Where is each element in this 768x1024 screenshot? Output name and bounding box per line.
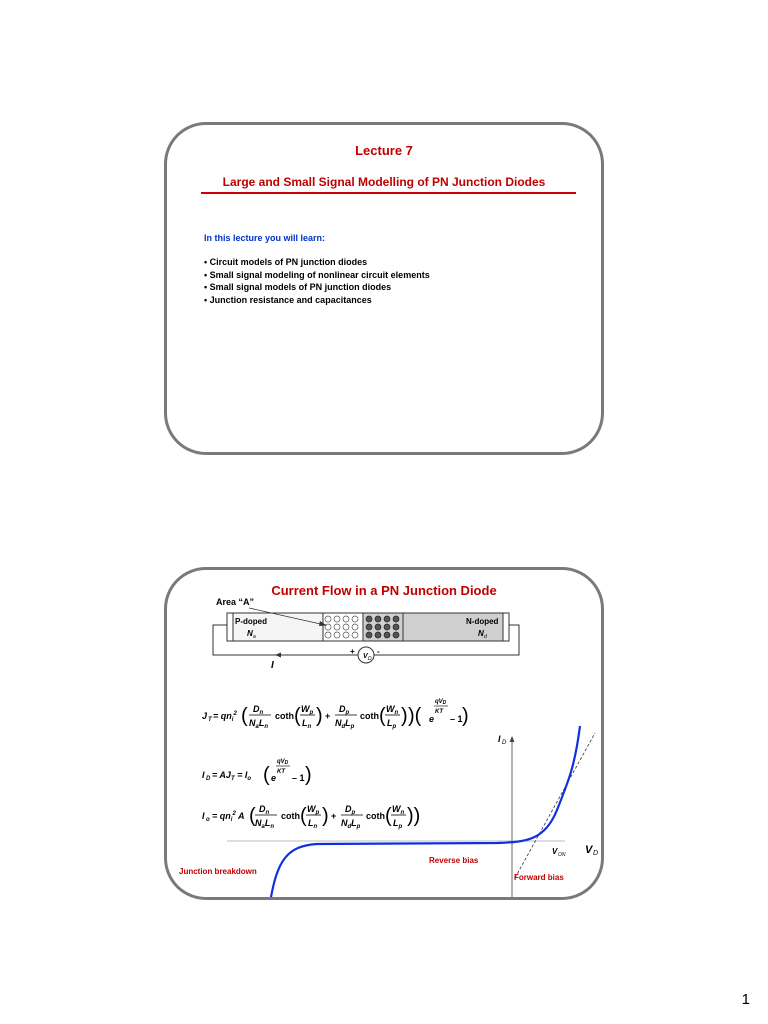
objective-item: • Circuit models of PN junction diodes [204, 257, 368, 267]
svg-text:(: ( [379, 705, 386, 727]
svg-text:)(: )( [408, 705, 422, 727]
svg-text:+: + [325, 711, 331, 721]
svg-text:coth: coth [281, 811, 300, 821]
minus-sign: - [377, 647, 380, 656]
svg-text:): ) [305, 764, 312, 786]
svg-text:Dp: $D_p$ [339, 704, 350, 716]
x-axis-label-sub: D [593, 850, 599, 857]
io-equation [202, 804, 420, 830]
id-symbol: I [202, 770, 205, 780]
forward-bias-label: Forward bias [514, 873, 564, 882]
svg-text:): ) [322, 805, 329, 827]
svg-text:(: ( [294, 705, 301, 727]
svg-text:(: ( [263, 764, 270, 786]
svg-text:– 1: – 1 [450, 714, 463, 724]
slide-current-flow [164, 567, 604, 900]
page-number: 1 [741, 991, 750, 1008]
n-doped-label: N-doped [466, 617, 499, 626]
right-contact [503, 613, 509, 641]
svg-text:Ln: $L_n$ [302, 718, 312, 730]
von-label-sub: ON [558, 852, 566, 858]
svg-text:Wp: $W_p$ [307, 804, 320, 816]
io-symbol: I [202, 811, 205, 821]
nd-label: N [478, 629, 484, 638]
vd-label: V [363, 653, 368, 660]
svg-text:(: ( [300, 805, 307, 827]
svg-text:coth: coth [366, 811, 385, 821]
pn-junction-device [213, 597, 519, 671]
reverse-bias-label: Reverse bias [429, 856, 479, 865]
vd-label-sub: D [368, 656, 372, 662]
svg-text:): ) [462, 705, 469, 727]
objective-item: • Small signal modeling of nonlinear circuit elements [204, 269, 430, 280]
svg-text:qVD: qVD [277, 759, 289, 766]
intro-text: In this lecture you will learn: [204, 233, 326, 243]
current-label: I [271, 660, 274, 671]
learning-objectives [204, 256, 430, 306]
slide-lecture-title [164, 122, 604, 455]
y-axis-label-sub: D [502, 740, 507, 746]
svg-text:NdLp: $N_dL_p$ [341, 818, 361, 830]
left-contact [227, 613, 233, 641]
na-label: N [247, 629, 253, 638]
id-symbol-sub: D [206, 776, 211, 782]
svg-text:Dn: $D_n$ [259, 804, 270, 816]
io-symbol-sub: o [206, 817, 210, 823]
svg-text:): ) [316, 705, 323, 727]
svg-text:= qni2 A: = $qn_i^2$ A [212, 811, 245, 823]
svg-text:Wn: $W_n$ [386, 704, 399, 716]
current-arrowhead [275, 653, 281, 658]
svg-text:KT: KT [435, 709, 443, 715]
svg-text:(: ( [241, 705, 248, 727]
tangent-line [515, 733, 595, 878]
title-divider [201, 192, 576, 194]
junction-breakdown-label: Junction breakdown [179, 867, 257, 876]
svg-text:Dn: $D_n$ [253, 704, 264, 716]
svg-text:(: ( [249, 805, 256, 827]
svg-text:(: ( [385, 805, 392, 827]
svg-text:): ) [401, 705, 408, 727]
svg-text:e: e [271, 773, 277, 783]
svg-text:)): )) [407, 805, 421, 827]
y-axis-arrowhead [510, 736, 515, 742]
svg-text:Ln: $L_n$ [308, 818, 318, 830]
jt-equation [202, 699, 469, 730]
nd-label-sub: d [484, 634, 487, 640]
svg-text:coth: coth [360, 711, 379, 721]
svg-text:NdLp: $N_dL_p$ [335, 718, 355, 730]
svg-text:Lp: $L_p$ [393, 818, 403, 830]
slide-figure [167, 570, 601, 897]
svg-text:e: e [429, 714, 435, 724]
equations [202, 699, 469, 830]
svg-text:Wn: $W_n$ [392, 804, 405, 816]
von-label: V [552, 847, 558, 856]
svg-text:= qni2: = $qn_i^2$ [213, 711, 237, 723]
objective-item: • Junction resistance and capacitances [204, 294, 372, 305]
svg-text:Lp: $L_p$ [387, 718, 397, 730]
lecture-number: Lecture 7 [355, 143, 413, 158]
jt-symbol: J [202, 711, 208, 721]
objective-item: • Small signal models of PN junction diodes [204, 282, 392, 292]
area-label: Area “A” [216, 597, 255, 607]
svg-text:NaLn: $N_aL_n$ [249, 718, 269, 730]
p-doped-label: P-doped [235, 617, 267, 626]
x-axis-label: V [585, 844, 593, 856]
na-label-sub: a [253, 634, 256, 640]
svg-text:= AJT = Io: = $AJ_T = I_o$ [212, 770, 252, 782]
y-axis-label: I [498, 734, 501, 744]
svg-text:+: + [331, 811, 337, 821]
svg-text:– 1: – 1 [292, 773, 305, 783]
svg-text:KT: KT [277, 769, 285, 775]
slide-title: Current Flow in a PN Junction Diode [271, 583, 497, 598]
svg-text:coth: coth [275, 711, 294, 721]
svg-text:NaLn: $N_aL_n$ [255, 818, 275, 830]
plus-sign: + [350, 647, 355, 656]
svg-text:qVD: qVD [435, 699, 447, 706]
lecture-subtitle: Large and Small Signal Modelling of PN Junction Diodes [222, 175, 546, 189]
svg-text:Wp: $W_p$ [301, 704, 314, 716]
svg-text:Dp: $D_p$ [345, 804, 356, 816]
id-equation [202, 759, 312, 786]
jt-symbol-sub: T [208, 717, 212, 723]
